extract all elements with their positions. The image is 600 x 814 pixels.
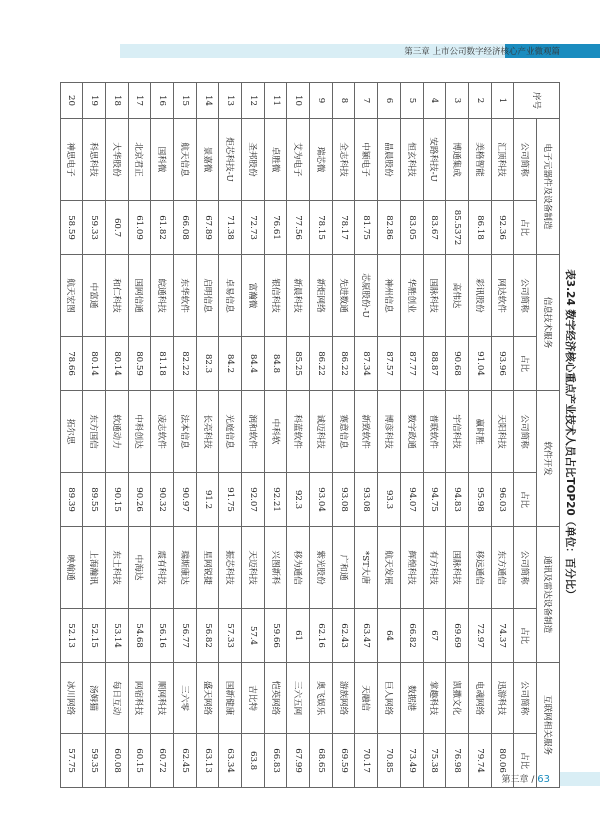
ratio-cell: 52.13 [60,609,83,663]
ratio-cell: 90.26 [128,473,151,527]
ratio-cell: 63.13 [196,734,219,788]
ratio-cell: 86.22 [310,337,333,391]
company-cell: 天迈科技 [242,527,265,609]
ratio-cell: 75.38 [423,734,446,788]
company-cell: 安路科技-U [423,119,446,201]
group-header: 信息技术服务 [537,255,560,391]
ratio-cell: 88.87 [423,337,446,391]
ratio-cell: 89.55 [83,473,106,527]
ratio-cell: 90.32 [151,473,174,527]
ratio-cell: 87.77 [400,337,423,391]
table-row [491,83,514,788]
company-cell: 有方科技 [423,527,446,609]
group-header: 通讯及雷达设备制造 [537,527,560,663]
company-cell: 国脉科技 [446,527,469,609]
rank-cell: 16 [151,83,174,119]
table-row [196,83,219,788]
company-cell: 诚迈科技 [310,391,333,473]
rank-header: 序号 [514,83,560,119]
company-cell: 汇顶科技 [491,119,514,201]
ratio-cell: 85.5372 [446,201,469,255]
company-cell: 广和通 [332,527,355,609]
company-cell: 润和软件 [242,391,265,473]
company-cell: 东华软件 [174,255,197,337]
ratio-cell: 54.68 [128,609,151,663]
company-cell: 移远通信 [468,527,491,609]
company-cell: 新炬网络 [310,255,333,337]
company-cell: 北京君正 [128,119,151,201]
ratio-cell: 82.3 [196,337,219,391]
company-subheader: 公司简称 [514,119,537,201]
company-cell: 圣邦股份 [242,119,265,201]
ratio-cell: 67.89 [196,201,219,255]
table-row [378,83,401,788]
table-row [310,83,333,788]
ratio-cell: 89.39 [60,473,83,527]
company-cell: 天融信 [355,663,378,734]
rank-cell: 11 [264,83,287,119]
ratio-cell: 61.82 [151,201,174,255]
table-row [83,83,106,788]
ratio-cell: 91.75 [219,473,242,527]
company-cell: 凯撒文化 [446,663,469,734]
company-cell: 航天信息 [174,119,197,201]
company-cell: 天阳科技 [491,391,514,473]
rank-cell: 13 [219,83,242,119]
ratio-cell: 76.98 [446,734,469,788]
company-cell: 和仁科技 [105,255,128,337]
ratio-cell: 87.34 [355,337,378,391]
table-row [446,83,469,788]
company-cell: 掌趣科技 [423,663,446,734]
ratio-cell: 84.8 [264,337,287,391]
company-cell: 新致软件 [355,391,378,473]
rank-cell: 20 [60,83,83,119]
company-cell: 恺英网络 [264,663,287,734]
ratio-cell: 83.67 [423,201,446,255]
company-cell: 软通动力 [105,391,128,473]
ratio-cell: 91.04 [468,337,491,391]
table-row [174,83,197,788]
ratio-cell: 90.15 [105,473,128,527]
ratio-subheader: 占比 [514,201,537,255]
table-row [219,83,242,788]
company-cell: 华胜创业 [400,255,423,337]
company-cell: 航天发展 [378,527,401,609]
ratio-cell: 94.83 [446,473,469,527]
header-row-groups [537,83,560,788]
company-subheader: 公司简称 [514,663,537,734]
running-header: 第三章 上市公司数字经济核心产业微观篇 [404,47,560,57]
company-cell: 星网锐捷 [196,527,219,609]
company-cell: 拓尔思 [60,391,83,473]
company-cell: *ST大唐 [355,527,378,609]
ratio-cell: 78.15 [310,201,333,255]
page-number: 63 [537,774,550,785]
table-row [400,83,423,788]
company-subheader: 公司简称 [514,391,537,473]
company-cell: 卓易信息 [219,255,242,337]
table-row [128,83,151,788]
rank-cell: 8 [332,83,355,119]
ratio-cell: 92.3 [287,473,310,527]
rank-cell: 6 [378,83,401,119]
ratio-cell: 67.99 [287,734,310,788]
company-cell: 振芯科技 [219,527,242,609]
company-cell: 赛意信息 [332,391,355,473]
ratio-cell: 90.68 [446,337,469,391]
ratio-cell: 56.82 [196,609,219,663]
company-cell: 数据港 [400,663,423,734]
ratio-cell: 84.2 [219,337,242,391]
ratio-cell: 91.2 [196,473,219,527]
company-cell: 中颖电子 [355,119,378,201]
company-cell: 景嘉微 [196,119,219,201]
ratio-cell: 82.86 [378,201,401,255]
ratio-cell: 86.22 [332,337,355,391]
ratio-cell: 73.49 [400,734,423,788]
ratio-cell: 66.83 [264,734,287,788]
company-cell: 大华股份 [105,119,128,201]
rank-cell: 17 [128,83,151,119]
company-cell: 中科软 [264,391,287,473]
table-row [151,83,174,788]
ratio-cell: 81.18 [151,337,174,391]
rank-cell: 14 [196,83,219,119]
ratio-cell: 94.07 [400,473,423,527]
company-cell: 高伟达 [446,255,469,337]
company-cell: 恒玄科技 [400,119,423,201]
company-cell: 航天宏图 [60,255,83,337]
ratio-cell: 59.35 [83,734,106,788]
ratio-cell: 87.57 [378,337,401,391]
table-row [355,83,378,788]
company-cell: 晶晨股份 [378,119,401,201]
ratio-cell: 80.59 [128,337,151,391]
ratio-cell: 57.33 [219,609,242,663]
ratio-cell: 56.16 [151,609,174,663]
rank-cell: 19 [83,83,106,119]
ratio-cell: 93.96 [491,337,514,391]
company-cell: 长亮科技 [196,391,219,473]
ratio-cell: 63.34 [219,734,242,788]
ratio-cell: 84.4 [242,337,265,391]
group-header: 电子元器件及设备制造 [537,119,560,255]
ratio-cell: 92.36 [491,201,514,255]
company-cell: 国科微 [151,119,174,201]
company-cell: 瑞芯微 [310,119,333,201]
ratio-cell: 71.38 [219,201,242,255]
rank-cell: 12 [242,83,265,119]
ratio-cell: 93.08 [332,473,355,527]
ratio-cell: 60.7 [105,201,128,255]
group-header: 软件开发 [537,391,560,527]
company-cell: 国新健康 [219,663,242,734]
ratio-cell: 66.82 [400,609,423,663]
ratio-cell: 81.75 [355,201,378,255]
company-cell: 艾为电子 [287,119,310,201]
company-cell: 紫光股份 [310,527,333,609]
ratio-cell: 63.47 [355,609,378,663]
rank-cell: 5 [400,83,423,119]
company-cell: 三六五网 [287,663,310,734]
ratio-cell: 60.08 [105,734,128,788]
company-cell: 迅游科技 [491,663,514,734]
company-cell: 光庭信息 [219,391,242,473]
company-cell: 震有科技 [151,527,174,609]
company-cell: 凌志软件 [151,391,174,473]
ratio-cell: 86.18 [468,201,491,255]
table-body [60,83,514,788]
table-row [242,83,265,788]
ratio-cell: 77.56 [287,201,310,255]
ratio-cell: 93.04 [310,473,333,527]
company-cell: 芯原股份-U [355,255,378,337]
company-cell: 博彦科技 [378,391,401,473]
ratio-cell: 70.17 [355,734,378,788]
ratio-cell: 66.08 [174,201,197,255]
company-cell: 神州信息 [378,255,401,337]
company-cell: 中富通 [83,255,106,337]
company-cell: 中海达 [128,527,151,609]
company-cell: 美格智能 [468,119,491,201]
ratio-cell: 61.09 [128,201,151,255]
data-table [60,82,560,788]
company-cell: 科蓝软件 [287,391,310,473]
rank-cell: 9 [310,83,333,119]
ratio-cell: 78.66 [60,337,83,391]
rank-cell: 2 [468,83,491,119]
company-cell: 盛天网络 [196,663,219,734]
company-cell: 奥飞娱乐 [310,663,333,734]
footer-chapter: 第三章 / [501,775,535,785]
table-caption: 表3.24 数字经济核心重点产业技术人员占比TOP20（单位：百分比） [564,269,576,600]
ratio-subheader: 占比 [514,734,537,788]
company-cell: 东方通信 [491,527,514,609]
company-cell: 顺网科技 [151,663,174,734]
ratio-cell: 74.37 [491,609,514,663]
ratio-cell: 59.66 [264,609,287,663]
company-cell: 网达软件 [491,255,514,337]
header-row-subs [514,83,537,788]
company-cell: 彩讯股份 [468,255,491,337]
ratio-subheader: 占比 [514,473,537,527]
ratio-cell: 72.73 [242,201,265,255]
ratio-cell: 78.17 [332,201,355,255]
company-cell: 冰川网络 [60,663,83,734]
company-subheader: 公司简称 [514,255,537,337]
rank-cell: 1 [491,83,514,119]
ratio-cell: 96.03 [491,473,514,527]
rank-cell: 7 [355,83,378,119]
rotated-table-wrapper [60,82,580,787]
footer-bar [560,772,600,786]
ratio-subheader: 占比 [514,609,537,663]
company-cell: 国脉科技 [423,255,446,337]
company-cell: 吉比特 [242,663,265,734]
table-row [332,83,355,788]
company-cell: 皖通科技 [151,255,174,337]
rank-cell: 10 [287,83,310,119]
company-cell: 东方国信 [83,391,106,473]
ratio-cell: 69.59 [332,734,355,788]
company-cell: 网宿科技 [128,663,151,734]
ratio-cell: 72.97 [468,609,491,663]
company-cell: 全志科技 [332,119,355,201]
company-cell: 每日互动 [105,663,128,734]
ratio-cell: 85.25 [287,337,310,391]
ratio-cell: 80.14 [83,337,106,391]
company-cell: 宇信科技 [446,391,469,473]
group-header: 互联网相关服务 [537,663,560,788]
company-cell: 汤姆猫 [83,663,106,734]
ratio-cell: 93.3 [378,473,401,527]
ratio-cell: 60.72 [151,734,174,788]
company-cell: 映翰通 [60,527,83,609]
table-row [423,83,446,788]
company-cell: 博通集成 [446,119,469,201]
ratio-cell: 67 [423,609,446,663]
company-cell: 启明信息 [196,255,219,337]
company-cell: 电魂网络 [468,663,491,734]
rank-cell: 3 [446,83,469,119]
ratio-cell: 69.69 [446,609,469,663]
company-cell: 赢时胜 [468,391,491,473]
ratio-cell: 63.8 [242,734,265,788]
ratio-cell: 68.65 [310,734,333,788]
company-cell: 国网信通 [128,255,151,337]
company-cell: 普联软件 [423,391,446,473]
ratio-cell: 90.97 [174,473,197,527]
ratio-cell: 59.33 [83,201,106,255]
table-row [264,83,287,788]
rank-cell: 15 [174,83,197,119]
ratio-subheader: 占比 [514,337,537,391]
ratio-cell: 80.14 [105,337,128,391]
company-cell: 富瀚微 [242,255,265,337]
ratio-cell: 93.08 [355,473,378,527]
company-cell: 辉煌科技 [400,527,423,609]
ratio-cell: 70.85 [378,734,401,788]
ratio-cell: 80.06 [491,734,514,788]
company-cell: 神思电子 [60,119,83,201]
company-cell: 法本信息 [174,391,197,473]
company-cell: 三六零 [174,663,197,734]
table-row [468,83,491,788]
ratio-cell: 62.43 [332,609,355,663]
company-cell: 炬芯科技-U [219,119,242,201]
ratio-cell: 79.74 [468,734,491,788]
ratio-cell: 82.22 [174,337,197,391]
ratio-cell: 92.07 [242,473,265,527]
ratio-cell: 94.75 [423,473,446,527]
table-row [105,83,128,788]
ratio-cell: 61 [287,609,310,663]
company-cell: 游族网络 [332,663,355,734]
rank-cell: 18 [105,83,128,119]
ratio-cell: 58.59 [60,201,83,255]
ratio-cell: 57.4 [242,609,265,663]
ratio-cell: 62.16 [310,609,333,663]
company-cell: 兴图新科 [264,527,287,609]
company-cell: 上海瀚讯 [83,527,106,609]
company-cell: 卓胜微 [264,119,287,201]
ratio-cell: 64 [378,609,401,663]
company-cell: 先进数通 [332,255,355,337]
ratio-cell: 60.15 [128,734,151,788]
ratio-cell: 92.21 [264,473,287,527]
company-cell: 移为通信 [287,527,310,609]
company-cell: 中科创达 [128,391,151,473]
company-cell: 瑞斯康达 [174,527,197,609]
ratio-cell: 53.14 [105,609,128,663]
table-row [60,83,83,788]
ratio-cell: 62.45 [174,734,197,788]
rank-cell: 4 [423,83,446,119]
ratio-cell: 83.05 [400,201,423,255]
ratio-cell: 52.15 [83,609,106,663]
company-cell: 东土科技 [105,527,128,609]
company-cell: 巨人网络 [378,663,401,734]
ratio-cell: 95.98 [468,473,491,527]
table-row [287,83,310,788]
running-footer [430,772,550,785]
company-cell: 数字政通 [400,391,423,473]
company-subheader: 公司简称 [514,527,537,609]
ratio-cell: 56.77 [174,609,197,663]
ratio-cell: 76.61 [264,201,287,255]
company-cell: 银信科技 [264,255,287,337]
company-cell: 新晨科技 [287,255,310,337]
company-cell: 科思科技 [83,119,106,201]
ratio-cell: 57.75 [60,734,83,788]
